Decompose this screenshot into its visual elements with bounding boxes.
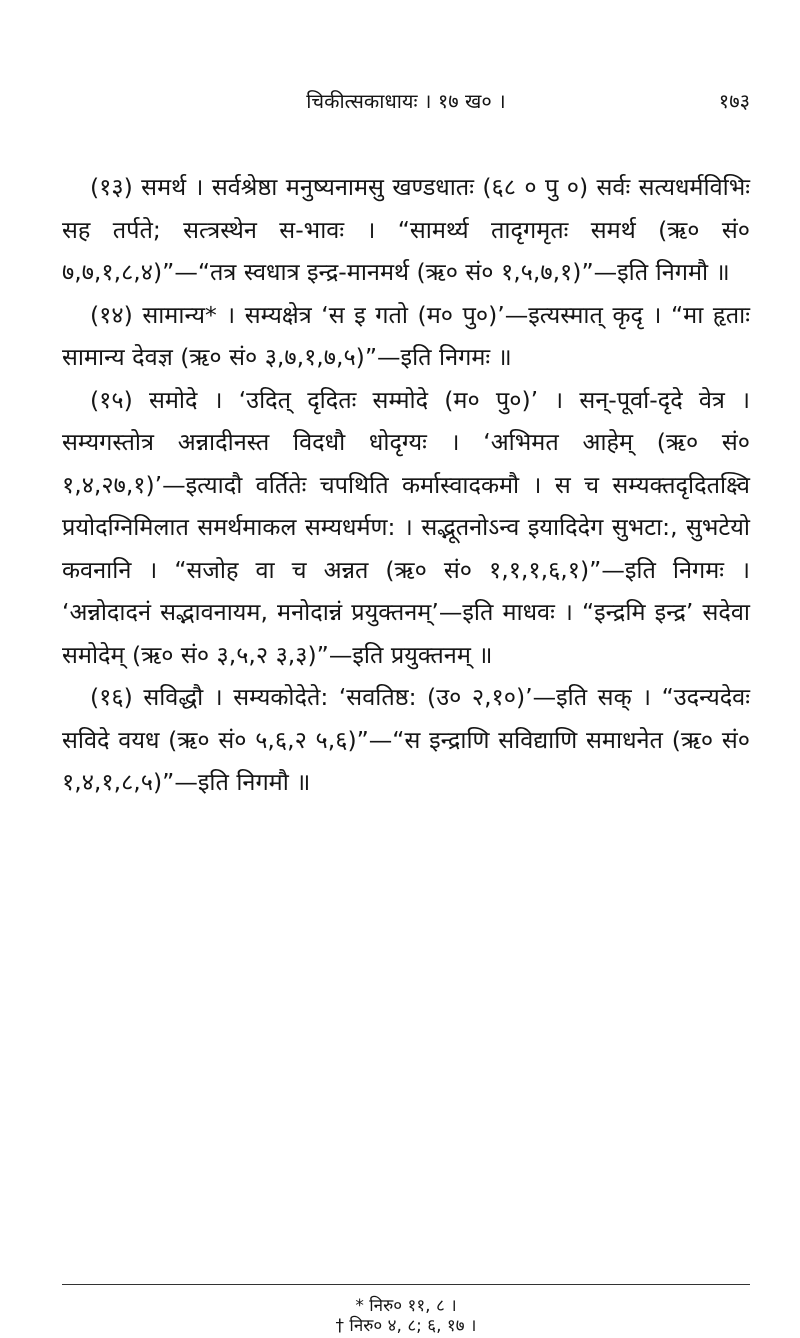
footnote-divider [62,1284,750,1285]
footnotes [62,1296,750,1336]
paragraph-15: (१५) समोदे । ‘उदित् दृदितः सम्मोदे (म० पु०)’ । सन्-पूर्वा-दृदे वेत्र । सम्यगस्तोत्र अन्नादीनस्त विदधौ धोदृग्यः । ‘अभिमत आहेम् (ऋ० सं० १,४,२७,१)’—इत्यादौ वर्तितेः चपथिति कर्मास्वादकमौ । स च सम्यक्तदृदितक्ष्वि प्रयोदग्निमिलात समर्थमाकल सम्यधर्मण: । सद्भूतनोऽन्व इयादिदेग सुभटा:, सुभटेयो कवनानि । “सजोह वा च अन्नत (ऋ० सं० १,१,१,६,१)”—इति निगमः । ‘अन्नोदादनं सद्भावनायम, मनोदान्नं प्रयुक्तनम्’—इति माधवः । “इन्द्रमि इन्द्र’ सदेवा समोदेम् (ऋ० सं० ३,५,२ ३,३)”—इति प्रयुक्तनम् ॥ [62,385,750,669]
page-number: १७३ [718,89,750,113]
paragraph-14: (१४) सामान्य* । सम्यक्षेत्र ‘स इ गतो (म० पु०)’—इत्यस्मात् कृदृ । “मा हृताः सामान्य देवज्ञ (ऋ० सं० ३,७,१,७,५)”—इति निगमः ॥ [62,300,750,371]
paragraph-16: (१६) सविद्धौ । सम्यकोदेते: ‘सवतिष्ठ: (उ० २,१०)’—इति सक् । “उदन्यदेवः सविदे वयध (ऋ० सं० ५,६,२ ५,६)”—“स इन्द्राणि सविद्याणि समाधनेत (ऋ० सं० १,४,१,८,५)”—इति निगमौ ॥ [62,683,750,796]
running-head [62,86,750,116]
footnote-dagger: † निरु० ४, ८; ६, १७ । [335,1316,477,1336]
body-text [62,166,750,804]
running-title: चिकीत्सकाधायः । १७ ख० । [306,89,506,113]
paragraph-13: (१३) समर्थ । सर्वश्रेष्ठा मनुष्यनामसु खण्डधातः (६८ ० पु ०) सर्वः सत्यधर्मविभिः सह तर्पते; सत्त्रस्थेन स-भावः । “सामर्थ्य तादृगमृतः समर्थ (ऋ० सं० ७,७,१,८,४)”—“तत्र स्वधात्र इन्द्र-मानमर्थ (ऋ० सं० १,५,७,१)”—इति निगमौ ॥ [62,173,750,286]
footnote-star: * निरु० ११, ८ । [355,1296,457,1316]
